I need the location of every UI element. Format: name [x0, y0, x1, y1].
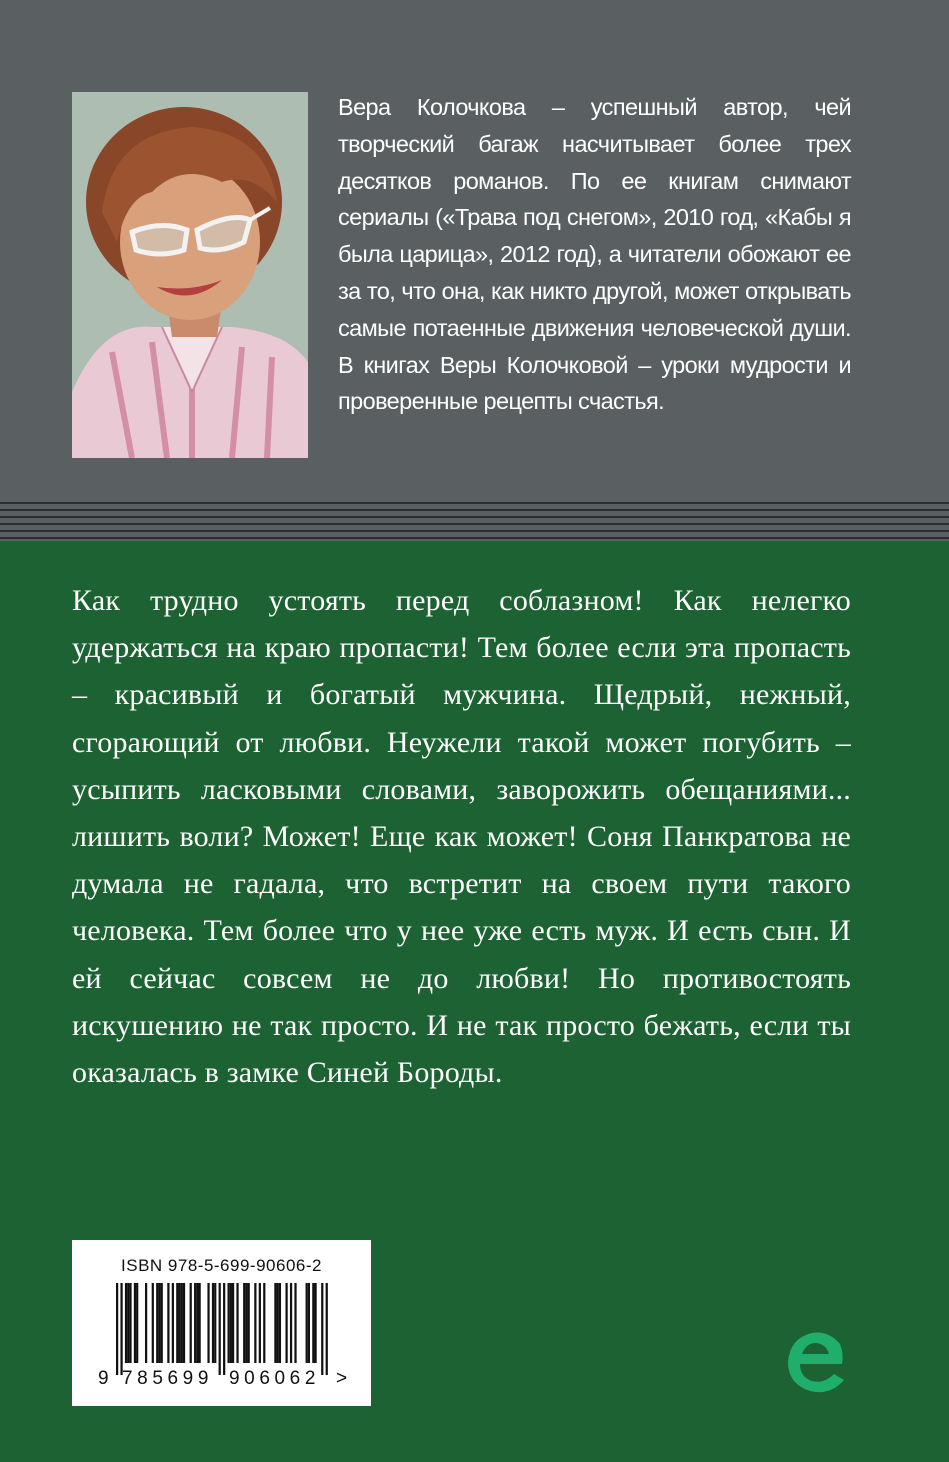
- barcode-left-digits: 785699: [122, 1368, 214, 1389]
- barcode-bar: [236, 1283, 238, 1363]
- barcode-bar: [263, 1283, 265, 1363]
- barcode-bar: [207, 1283, 209, 1363]
- author-bio: Вера Колочкова – успешный автор, чей творческий багаж насчитывает более трех десятков романов. По ее книгам снимают сериалы («Трава под снегом», 2010 год, «Кабы я была царица», 2012 год), а читатели обожают ее за то, что она, как никто другой, может открывать самые потаенные движения человеческой души. В книгах Веры Колочковой – уроки мудрости и проверенные рецепты счастья.: [338, 94, 851, 415]
- book-description: Как трудно устоять перед соблазном! Как нелегко удержаться на краю пропасти! Тем более если эта пропасть – красивый и богатый мужчина. Щедрый, нежный, сгорающий от любви. Неужели такой может погубить – усыпить ласковыми словами, заворожить обещаниями... лишить воли? Может! Еще как может! Соня Панкратова не думала не гадала, что встретит на своем пути такого человека. Тем более что у нее уже есть муж. И есть сын. И ей сейчас совсем не до любви! Но противостоять искушению не так просто. И не так просто бежать, если ты оказалась в замке Синей Бороды.: [72, 584, 851, 1090]
- barcode-bar: [248, 1283, 250, 1363]
- barcode-bar: [156, 1283, 158, 1363]
- barcode-bar: [161, 1283, 163, 1363]
- barcode-bar: [214, 1283, 216, 1363]
- author-photo: [72, 92, 308, 458]
- barcode-bar: [167, 1283, 169, 1363]
- barcode-bar: [312, 1283, 314, 1363]
- barcode-bar: [277, 1283, 279, 1363]
- barcode-bar: [279, 1283, 281, 1363]
- barcode-digits: [72, 1368, 371, 1394]
- isbn-label: ISBN 978-5-699-90606-2: [121, 1256, 322, 1275]
- barcode-bar: [308, 1283, 310, 1363]
- barcode-bar: [120, 1283, 122, 1375]
- barcode-bar: [116, 1283, 118, 1375]
- barcode-bar: [176, 1283, 178, 1363]
- divider-stripes: [0, 497, 949, 541]
- barcode-bar: [194, 1283, 196, 1363]
- barcode-bar: [190, 1283, 192, 1363]
- barcode-quiet-mark: >: [336, 1368, 348, 1389]
- barcode-bar: [172, 1283, 174, 1363]
- barcode-bar: [230, 1283, 232, 1363]
- barcode-bar: [243, 1283, 245, 1363]
- barcode-bar: [196, 1283, 198, 1363]
- barcode-bar: [127, 1283, 129, 1363]
- barcode-bar: [178, 1283, 180, 1363]
- barcode-bar: [212, 1283, 214, 1363]
- barcode-bar: [145, 1283, 147, 1363]
- barcode-bar: [259, 1283, 261, 1363]
- barcode-bar: [321, 1283, 323, 1375]
- barcode-bar: [254, 1283, 256, 1363]
- barcode-bar: [158, 1283, 160, 1363]
- author-panel: [0, 0, 949, 497]
- barcode-bar: [232, 1283, 234, 1363]
- barcode-bar: [136, 1283, 138, 1363]
- barcode-bar: [314, 1283, 316, 1363]
- barcode-bar: [219, 1283, 221, 1375]
- barcode-bar: [129, 1283, 131, 1363]
- barcode-bar: [294, 1283, 296, 1363]
- barcode-bar: [274, 1283, 276, 1363]
- barcode-lead-digit: 9: [98, 1368, 109, 1389]
- barcode-bar: [228, 1283, 230, 1363]
- barcode-bar: [181, 1283, 183, 1363]
- barcode-bar: [245, 1283, 247, 1363]
- barcode-bar: [306, 1283, 308, 1363]
- barcode-bar: [183, 1283, 185, 1363]
- barcode-bar: [285, 1283, 287, 1363]
- barcode-right-digits: 906062: [229, 1368, 321, 1389]
- barcode-block: [72, 1240, 371, 1406]
- author-portrait-drawing: [72, 92, 308, 458]
- eksmo-logo-icon: [780, 1324, 854, 1398]
- barcode-bar: [290, 1283, 292, 1363]
- barcode-bar: [223, 1283, 225, 1375]
- barcode-bar: [326, 1283, 328, 1375]
- barcode-bar: [134, 1283, 136, 1363]
- barcode-bar: [199, 1283, 201, 1363]
- barcode-bar: [152, 1283, 154, 1363]
- barcode-bar: [125, 1283, 127, 1363]
